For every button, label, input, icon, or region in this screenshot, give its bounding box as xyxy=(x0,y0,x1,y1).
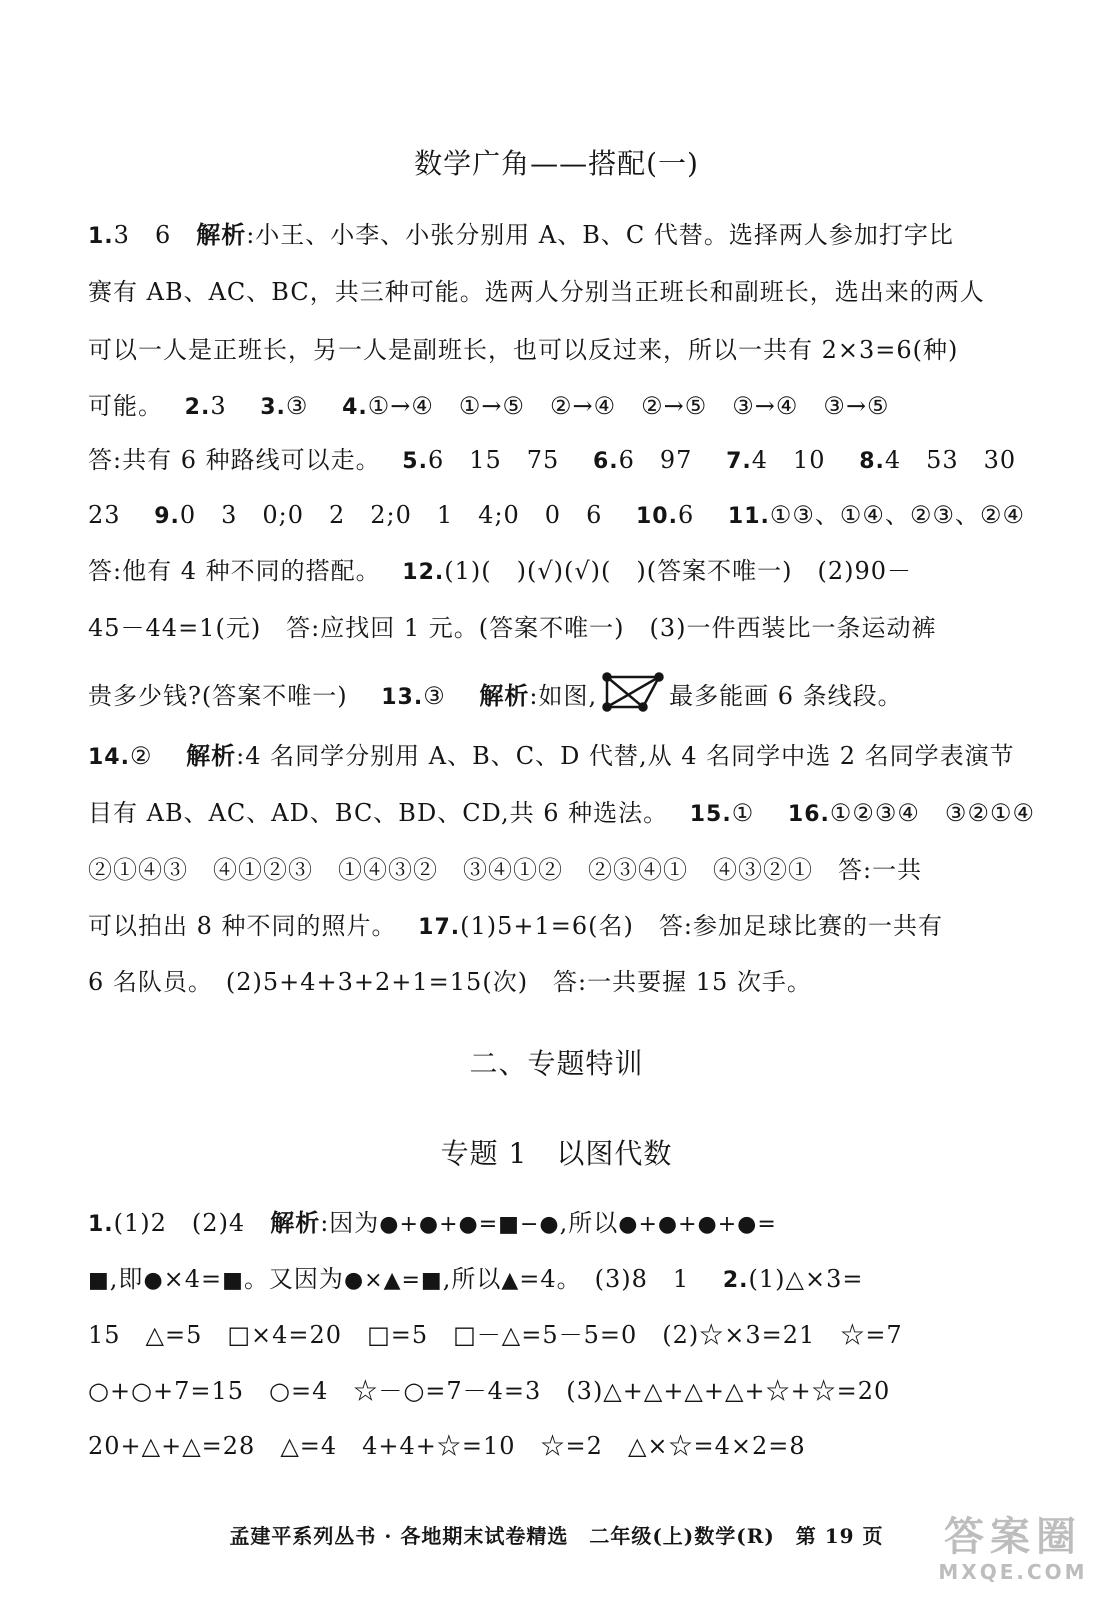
q-number: 2. xyxy=(722,1268,749,1293)
answer-text: 4 10 xyxy=(751,446,826,474)
q-number: 16. xyxy=(787,802,830,827)
q-number: 8. xyxy=(859,449,885,474)
answer-text: 0 3 0;0 2 2;0 1 4;0 0 6 xyxy=(179,501,603,529)
circle-sum-equation: ●+●+●+●= xyxy=(618,1212,777,1237)
answer-line-5 xyxy=(88,443,1017,479)
answer-text: =4。 (3)8 1 xyxy=(519,1265,690,1293)
answer-line-13 xyxy=(88,909,988,945)
answer-text: ③ xyxy=(285,392,309,420)
q-number: 17. xyxy=(418,915,461,940)
answer-line-17: 15 △=5 □×4=20 □=5 □－△=5－5=0 (2)☆×3=21 ☆=7 xyxy=(88,1321,903,1349)
q-number: 3. xyxy=(260,395,286,420)
answer-text: ① xyxy=(731,799,755,827)
answer-text: 可以拍出 8 种不同的照片。 xyxy=(88,912,385,940)
answer-text: (1)5+1=6(名) 答:参加足球比赛的一共有 xyxy=(460,912,943,940)
answer-text: 23 xyxy=(88,501,121,529)
q-number: 13. xyxy=(381,685,424,710)
section-title-special-training: 二、专题特训 xyxy=(469,1047,644,1080)
answer-line-1 xyxy=(88,218,988,254)
answer-text: (1)2 (2)4 xyxy=(113,1209,271,1237)
circle-sum-equation: ●+●+●=■−● xyxy=(379,1212,560,1237)
answer-text: :4 名同学分别用 A、B、C、D 代替,从 4 名同学中选 2 名同学表演节 xyxy=(236,742,1015,770)
answer-text: 可能。 xyxy=(88,392,151,420)
q-number: 5. xyxy=(402,449,428,474)
answer-text: ①③、①④、②③、②④ xyxy=(769,501,1026,529)
q-number: 7. xyxy=(726,449,752,474)
section-title-matching: 数学广角——搭配(一) xyxy=(414,147,699,180)
answer-text: 6 xyxy=(677,501,695,529)
answer-line-9 xyxy=(88,672,988,715)
q-number: 15. xyxy=(689,802,732,827)
answer-text: (1)△×3= xyxy=(748,1265,864,1293)
answer-line-16 xyxy=(88,1262,988,1298)
answer-line-4 xyxy=(88,389,988,425)
q-number: 14. xyxy=(88,745,130,770)
answer-text: :因为 xyxy=(320,1209,380,1237)
answer-line-19: 20+△+△=28 △=4 4+4+☆=10 ☆=2 △×☆=4×2=8 xyxy=(88,1432,806,1460)
answer-text: ,所以 xyxy=(442,1265,502,1293)
watermark-bottom: MXQE.COM xyxy=(938,1560,1088,1584)
answer-text: 答:共有 6 种路线可以走。 xyxy=(88,446,369,474)
answer-line-10 xyxy=(88,739,1015,775)
answer-line-7 xyxy=(88,554,988,590)
answer-text: 3 6 xyxy=(113,221,197,249)
answer-line-2: 赛有 AB、AC、BC，共三种可能。选两人分别当正班长和副班长，选出来的两人 xyxy=(88,278,985,306)
answer-text: ③ xyxy=(423,682,446,710)
answer-text: 最多能画 6 条线段。 xyxy=(669,682,903,710)
q-number: 12. xyxy=(402,560,445,585)
analysis-label: 解析 xyxy=(479,681,530,710)
answer-line-6 xyxy=(88,498,1026,534)
answer-text: ,即 xyxy=(109,1265,144,1293)
quadrilateral-diagram-icon xyxy=(601,672,665,712)
answer-text: 6 97 xyxy=(618,446,693,474)
answer-line-18: ○+○+7=15 ○=4 ☆－○=7－4=3 (3)△+△+△+△+☆+☆=20 xyxy=(88,1377,891,1405)
analysis-label: 解析 xyxy=(186,741,237,770)
answer-line-11 xyxy=(88,796,1035,832)
answer-text: ② xyxy=(129,742,153,770)
answer-line-15 xyxy=(88,1206,988,1242)
answer-text: 。又因为 xyxy=(243,1265,344,1293)
answer-text: 目有 AB、AC、AD、BC、BD、CD,共 6 种选法。 xyxy=(88,799,657,827)
watermark-top: 答案圈 xyxy=(944,1514,1082,1560)
answer-line-3: 可以一人是正班长，另一人是副班长，也可以反过来，所以一共有 2×3=6(种) xyxy=(88,336,959,364)
answer-line-12: ②①④③ ④①②③ ①④③② ③④①② ②③④① ④③②① 答:一共 xyxy=(88,856,923,884)
filled-triangle-icon: ▲ xyxy=(501,1268,520,1293)
answer-text: 6 15 75 xyxy=(427,446,560,474)
answer-text: :小王、小李、小张分别用 A、B、C 代替。选择两人参加打字比 xyxy=(246,221,954,249)
answer-text: ①②③④ ③②①④ xyxy=(829,799,1035,827)
circle-times-triangle: ●×▲=■ xyxy=(343,1268,443,1293)
filled-square-icon: ■ xyxy=(222,1268,244,1293)
answer-text: :如图, xyxy=(529,682,598,710)
filled-circle-icon: ● xyxy=(143,1268,164,1293)
page-footer: 孟建平系列丛书 · 各地期末试卷精选 二年级(上)数学(R) 第 19 页 xyxy=(229,1524,884,1548)
q-number: 11. xyxy=(727,504,770,529)
watermark-logo xyxy=(923,1514,1103,1590)
q-number: 4. xyxy=(342,395,368,420)
answer-text: 3 xyxy=(210,392,227,420)
answer-line-8: 45－44=1(元) 答:应找回 1 元。(答案不唯一) (3)一件西装比一条运动裤 xyxy=(88,614,937,642)
filled-square-icon: ■ xyxy=(88,1268,110,1293)
q-number: 1. xyxy=(88,224,114,249)
analysis-label: 解析 xyxy=(196,220,247,249)
answer-text: ①→④ ①→⑤ ②→④ ②→⑤ ③→④ ③→⑤ xyxy=(367,392,890,420)
q-number: 9. xyxy=(154,504,180,529)
q-number: 6. xyxy=(592,449,619,474)
analysis-label: 解析 xyxy=(270,1208,321,1237)
answer-text: 4 53 30 xyxy=(884,446,1017,474)
answer-text: 答:他有 4 种不同的搭配。 xyxy=(88,557,369,585)
answer-text: (1)( )(√)(√)( )(答案不唯一) (2)90－ xyxy=(444,557,912,585)
q-number: 10. xyxy=(636,504,678,529)
answer-text: ×4= xyxy=(163,1265,223,1293)
topic-title: 专题 1 以图代数 xyxy=(440,1137,673,1170)
q-number: 2. xyxy=(184,395,211,420)
q-number: 1. xyxy=(88,1212,114,1237)
answer-text: 贵多少钱?(答案不唯一) xyxy=(88,682,348,710)
answer-line-14: 6 名队员。 (2)5+4+3+2+1=15(次) 答:一共要握 15 次手。 xyxy=(88,968,812,996)
answer-text: ,所以 xyxy=(559,1209,619,1237)
